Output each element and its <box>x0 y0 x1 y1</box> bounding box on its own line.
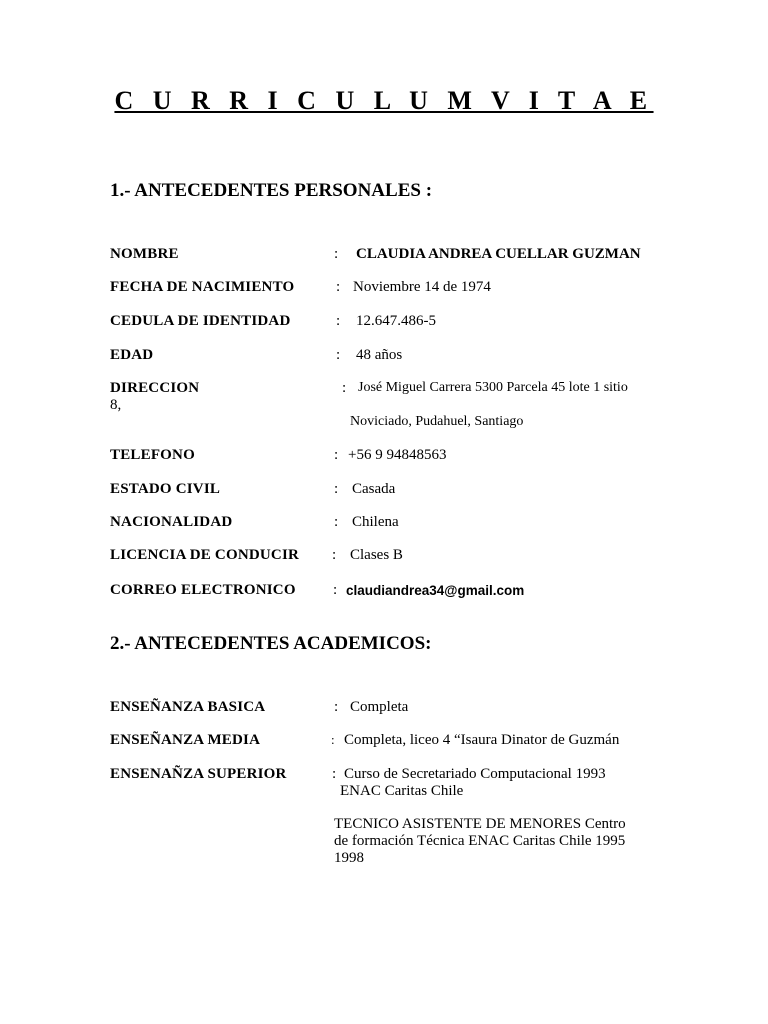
value-edad: 48 años <box>356 347 403 363</box>
label-nacionalidad: NACIONALIDAD <box>110 514 233 530</box>
section-heading-academic: 2.- ANTECEDENTES ACADEMICOS: <box>110 633 432 654</box>
section-heading-personal: 1.- ANTECEDENTES PERSONALES : <box>110 180 433 201</box>
value-estado-civil: Casada <box>352 481 396 497</box>
value-nacionalidad: Chilena <box>352 514 399 530</box>
direccion-continuation: 8, <box>110 397 122 413</box>
label-licencia: LICENCIA DE CONDUCIR <box>110 547 300 563</box>
superior-extra-line3: 1998 <box>334 850 364 866</box>
value-direccion: José Miguel Carrera 5300 Parcela 45 lote 1 sitio <box>358 380 628 395</box>
colon-direccion: : <box>342 380 347 396</box>
value-ensenanza-superior-line2: ENAC Caritas Chile <box>340 783 464 799</box>
value-cedula: 12.647.486-5 <box>356 313 436 329</box>
superior-extra-line2: de formación Técnica ENAC Caritas Chile 1995 <box>334 833 626 849</box>
colon-nacionalidad: : <box>334 514 339 530</box>
label-direccion: DIRECCION <box>110 380 200 396</box>
colon-fecha-nacimiento: : <box>336 279 341 295</box>
value-fecha-nacimiento: Noviembre 14 de 1974 <box>353 279 491 295</box>
colon-ensenanza-superior: : <box>332 766 337 782</box>
superior-extra-line1: TECNICO ASISTENTE DE MENORES Centro <box>334 816 626 832</box>
label-estado-civil: ESTADO CIVIL <box>110 481 221 497</box>
label-correo: CORREO ELECTRONICO <box>110 582 296 598</box>
colon-ensenanza-basica: : <box>334 699 339 715</box>
label-cedula: CEDULA DE IDENTIDAD <box>110 313 291 329</box>
value-correo: claudiandrea34@gmail.com <box>346 583 525 598</box>
colon-edad: : <box>336 347 341 363</box>
value-ensenanza-media: Completa, liceo 4 “Isaura Dinator de Guzmán <box>344 732 620 748</box>
colon-correo: : <box>333 582 338 598</box>
colon-telefono: : <box>334 447 339 463</box>
value-ensenanza-superior: Curso de Secretariado Computacional 1993 <box>344 766 606 782</box>
colon-estado-civil: : <box>334 481 339 497</box>
label-edad: EDAD <box>110 347 154 363</box>
value-direccion-line2: Noviciado, Pudahuel, Santiago <box>350 414 524 429</box>
colon-ensenanza-media: : <box>331 732 335 747</box>
label-ensenanza-basica: ENSEÑANZA BASICA <box>110 699 266 715</box>
label-ensenanza-media: ENSEÑANZA MEDIA <box>110 732 261 748</box>
value-nombre: CLAUDIA ANDREA CUELLAR GUZMAN <box>356 246 641 262</box>
value-ensenanza-basica: Completa <box>350 699 409 715</box>
colon-cedula: : <box>336 313 341 329</box>
value-licencia: Clases B <box>350 547 403 563</box>
document-title: C U R R I C U L U M V I T A E <box>114 86 654 115</box>
colon-licencia: : <box>332 547 337 563</box>
label-ensenanza-superior: ENSENAÑZA SUPERIOR <box>110 766 287 782</box>
value-telefono: +56 9 94848563 <box>348 447 447 463</box>
label-fecha-nacimiento: FECHA DE NACIMIENTO <box>110 279 295 295</box>
label-telefono: TELEFONO <box>110 447 195 463</box>
label-nombre: NOMBRE <box>110 246 179 262</box>
colon-nombre: : <box>334 246 339 262</box>
